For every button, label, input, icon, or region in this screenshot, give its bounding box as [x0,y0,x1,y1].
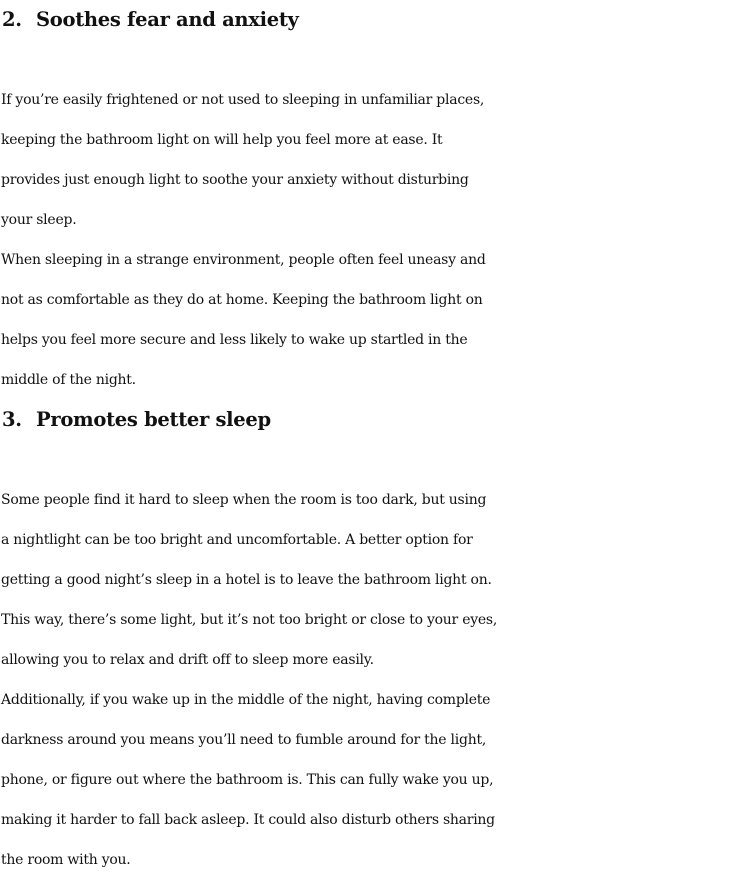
text-line: If you’re easily frightened or not used to sleeping in unfamiliar places, [1,92,485,108]
paragraph-fear-2 [1,240,734,400]
paragraph-sleep-1 [1,480,734,680]
text-line: the room with you. [1,852,131,868]
text-line: allowing you to relax and drift off to sleep more easily. [1,652,374,668]
text-line: provides just enough light to soothe your anxiety without disturbing [1,172,469,188]
text-line: When sleeping in a strange environment, people often feel uneasy and [1,252,486,268]
section-title: Soothes fear and anxiety [36,8,299,31]
text-line: This way, there’s some light, but it’s not too bright or close to your eyes, [1,612,498,628]
section-heading-3 [2,400,271,440]
text-line: phone, or figure out where the bathroom is. This can fully wake you up, [1,772,494,788]
text-line: not as comfortable as they do at home. Keeping the bathroom light on [1,292,483,308]
section-heading-2 [2,0,299,40]
paragraph-fear-1 [1,80,734,240]
text-line: getting a good night’s sleep in a hotel is to leave the bathroom light on. [1,572,492,588]
section-number: 3. [2,408,22,431]
text-line: your sleep. [1,212,77,228]
text-line: keeping the bathroom light on will help you feel more at ease. It [1,132,443,148]
paragraph-sleep-2 [1,680,734,880]
text-line: a nightlight can be too bright and uncomfortable. A better option for [1,532,473,548]
text-line: making it harder to fall back asleep. It could also disturb others sharing [1,812,495,828]
text-line: Additionally, if you wake up in the middle of the night, having complete [1,692,491,708]
section-title: Promotes better sleep [36,408,271,431]
text-line: middle of the night. [1,372,136,388]
text-line: helps you feel more secure and less likely to wake up startled in the [1,332,468,348]
section-number: 2. [2,8,22,31]
text-line: darkness around you means you’ll need to fumble around for the light, [1,732,487,748]
text-line: Some people find it hard to sleep when the room is too dark, but using [1,492,487,508]
